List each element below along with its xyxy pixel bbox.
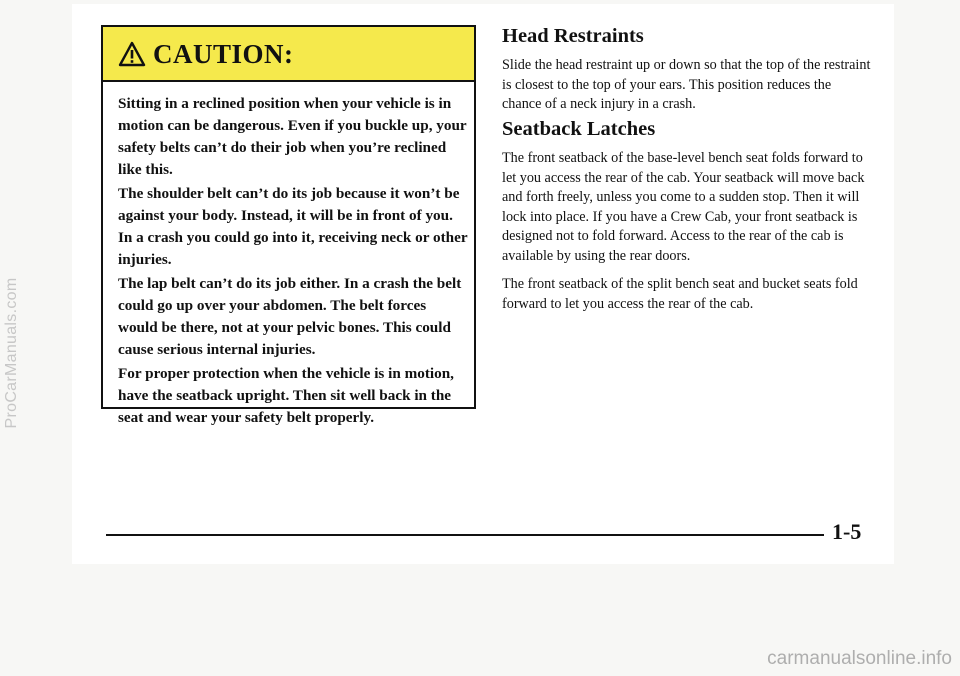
side-watermark-text: ProCarManuals.com — [3, 277, 20, 429]
caution-header — [103, 27, 474, 82]
head-restraints-text: Slide the head restraint up or down so that the top of the restraint is closest to the top of your ears. This position reduces the chance of a neck injury in a crash. — [502, 57, 871, 112]
caution-paragraph: The lap belt can’t do its job either. In a crash the belt could go up over your abdomen. The belt forces would be there, not at your pelvic bones. This could cause serious internal injuries. — [118, 275, 462, 358]
seatback-latches-paragraph: The front seatback of the base-level bench seat folds forward to let you access the rear of the cab. Your seatback will move back and forth freely, unless you come to a sudden stop. Then it will lock into place. If you have a Crew Cab, your front seatback is designed not to fold forward. Access to the rear of the cab is available by using the rear doors. — [502, 150, 865, 264]
seatback-latches-heading: Seatback Latches — [502, 118, 656, 140]
caution-paragraph: Sitting in a reclined position when your vehicle is in motion can be dangerous. Even if you buckle up, your safety belts can’t do their job when you’re reclined like this. — [118, 95, 467, 178]
bottom-watermark: carmanualsonline.info — [767, 648, 952, 669]
caution-box — [101, 25, 476, 426]
caution-paragraph: The shoulder belt can’t do its job because it won’t be against your body. Instead, it will be in front of you. In a crash you could go into it, receiving neck or other injuries. — [118, 185, 468, 268]
head-restraints-heading: Head Restraints — [502, 25, 644, 47]
warning-triangle-icon — [118, 41, 146, 67]
side-watermark — [0, 0, 24, 676]
seatback-latches-paragraph: The front seatback of the split bench seat and bucket seats fold forward to let you access the rear of the cab. — [502, 276, 858, 312]
caution-body — [118, 93, 468, 431]
page-number: 1-5 — [832, 519, 862, 544]
caution-paragraph: For proper protection when the vehicle is in motion, have the seatback upright. Then sit well back in the seat and wear your safety belt properly. — [118, 365, 454, 426]
caution-title: CAUTION: — [153, 39, 294, 69]
footer-rule — [106, 534, 824, 536]
